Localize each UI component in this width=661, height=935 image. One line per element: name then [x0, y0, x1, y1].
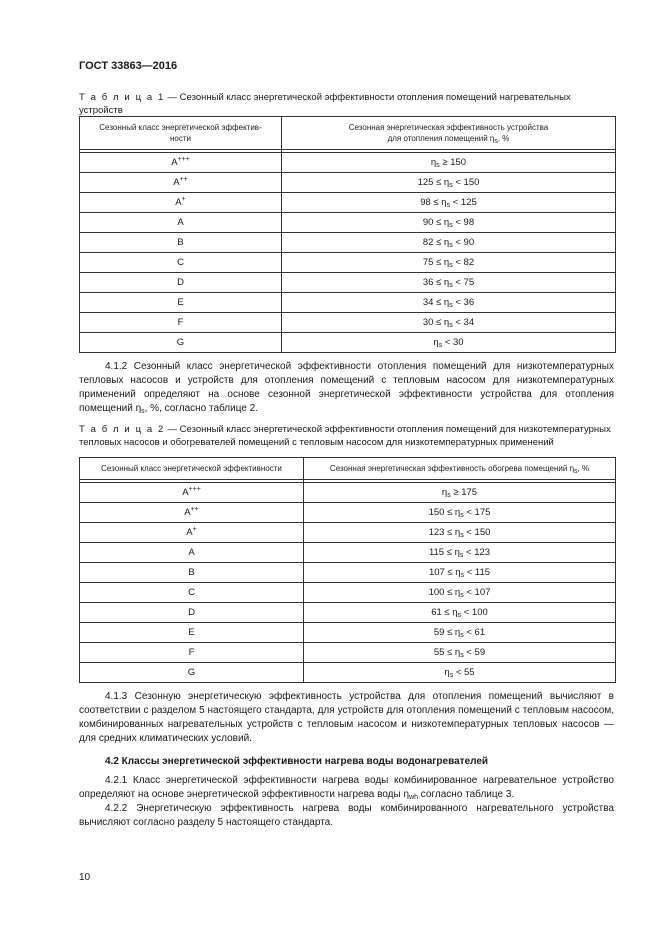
table1-row: [80, 213, 616, 233]
table2-range-cell: $59 \le \eta_s < 61$: [304, 623, 616, 643]
table1-class-cell: A: [80, 213, 282, 233]
table2-col2-header-sub: s: [574, 468, 578, 475]
table2-col2-header: [304, 458, 616, 480]
table1-row: [80, 273, 616, 293]
paragraph-4-1-3-text: 4.1.3 Сезонную энергетическую эффективность устройства для отопления помещений вычисляют в соответствии с разделом 5 настоящего стандарта, для устройств для отопления помещений с тепловым насосом, комбинированных нагревательных устройств с тепловым насосом и низкотемпературных тепловых насосов — для средних климатических условий.: [79, 691, 614, 744]
table2-label: Т а б л и ц а 2: [79, 424, 165, 435]
table2-col2-header-main: Сезонная энергетическая эффективность обогрева помещений η: [329, 464, 575, 473]
table2-row: [80, 543, 616, 563]
table2: [79, 457, 616, 683]
table1-class-cell: C: [80, 253, 282, 273]
table2-class-cell: A: [80, 543, 304, 563]
table1-range-cell: $90 \le \eta_s < 98$: [282, 213, 616, 233]
table1-class-cell: A++: [80, 173, 282, 193]
table2-class-cell: G: [80, 663, 304, 683]
section-4-2-heading: 4.2 Классы энергетической эффективности нагрева воды водонагревателей: [105, 756, 489, 767]
paragraph-4-1-2: [79, 360, 614, 416]
paragraph-4-2-1-text: 4.2.1 Класс энергетической эффективности нагрева воды комбинированное нагревательное устройство определяют на основе энергетической эффективности нагрева воды $\eta_{wh}$ согласно таблице 3.: [79, 775, 614, 801]
table1-row: [80, 233, 616, 253]
table1-row: [80, 193, 616, 213]
table2-col1-header: Сезонный класс энергетической эффективности: [80, 458, 304, 480]
table1-caption: [79, 91, 615, 117]
table1-range-cell: $\eta_s < 30$: [282, 333, 616, 353]
table1-range-cell: $\eta_s \ge 150$: [282, 153, 616, 173]
table1-range-cell: $75 \le \eta_s < 82$: [282, 253, 616, 273]
table1-range-cell: $34 \le \eta_s < 36$: [282, 293, 616, 313]
table1-col2-header-sub: s: [494, 138, 498, 145]
table2-range-cell: $\eta_s < 55$: [304, 663, 616, 683]
table1-label: Т а б л и ц а 1: [79, 92, 165, 103]
table1-col2-header-unit: , %: [497, 134, 510, 143]
table1-class-cell: F: [80, 313, 282, 333]
table2-class-cell: A+: [80, 523, 304, 543]
table2-body: [80, 483, 616, 683]
paragraph-4-1-3: [79, 690, 614, 746]
table1-class-cell: D: [80, 273, 282, 293]
table2-class-cell: B: [80, 563, 304, 583]
table1-row: [80, 333, 616, 353]
table1-range-cell: $30 \le \eta_s < 34$: [282, 313, 616, 333]
table2-range-cell: $61 \le \eta_s < 100$: [304, 603, 616, 623]
table1: [79, 116, 616, 353]
table1-col1-header: Сезонный класс энергетической эффектив-ности: [80, 117, 282, 150]
table2-range-cell: $115 \le \eta_s < 123$: [304, 543, 616, 563]
page-number: 10: [79, 872, 91, 883]
table1-class-cell: A+++: [80, 153, 282, 173]
table2-row: [80, 643, 616, 663]
table1-class-cell: E: [80, 293, 282, 313]
table1-class-cell: G: [80, 333, 282, 353]
table2-class-cell: D: [80, 603, 304, 623]
table2-class-cell: E: [80, 623, 304, 643]
table2-class-cell: A++: [80, 503, 304, 523]
table2-class-cell: F: [80, 643, 304, 663]
table1-row: [80, 173, 616, 193]
table2-caption: [79, 423, 615, 449]
table1-row: [80, 293, 616, 313]
table1-class-cell: B: [80, 233, 282, 253]
table1-row: [80, 313, 616, 333]
table2-range-cell: $123 \le \eta_s < 150$: [304, 523, 616, 543]
table2-range-cell: $55 \le \eta_s < 59$: [304, 643, 616, 663]
table1-range-cell: $82 \le \eta_s < 90$: [282, 233, 616, 253]
table2-col2-header-unit: , %: [577, 464, 590, 473]
table2-range-cell: $150 \le \eta_s < 175$: [304, 503, 616, 523]
paragraph-4-2: [79, 774, 614, 830]
table2-range-cell: $107 \le \eta_s < 115$: [304, 563, 616, 583]
table2-row: [80, 503, 616, 523]
table2-row: [80, 483, 616, 503]
table2-header-row: [80, 458, 616, 480]
table2-row: [80, 623, 616, 643]
table2-row: [80, 603, 616, 623]
table1-range-cell: $98 \le \eta_s < 125$: [282, 193, 616, 213]
table1-row: [80, 253, 616, 273]
table2-range-cell: $\eta_s \ge 175$: [304, 483, 616, 503]
table1-body: [80, 153, 616, 353]
table2-range-cell: $100 \le \eta_s < 107$: [304, 583, 616, 603]
table2-class-cell: C: [80, 583, 304, 603]
doc-header: ГОСТ 33863—2016: [79, 60, 178, 72]
table2-class-cell: A+++: [80, 483, 304, 503]
table1-range-cell: $125 \le \eta_s < 150$: [282, 173, 616, 193]
table1-col2-header: [282, 117, 616, 150]
table2-caption-text: — Сезонный класс энергетической эффективности отопления помещений для низкотемпературных тепловых насосов и обогревателей помещений с тепловым насосом для низкотемпературных применений: [79, 424, 611, 448]
table2-row: [80, 523, 616, 543]
table1-col2-header-line2: для отопления помещений η: [387, 134, 495, 143]
table1-class-cell: A+: [80, 193, 282, 213]
table2-row: [80, 663, 616, 683]
table2-row: [80, 583, 616, 603]
table1-caption-text: — Сезонный класс энергетической эффективности отопления помещений нагревательных устройств: [79, 92, 571, 116]
table1-row: [80, 153, 616, 173]
table1-col2-header-line1: Сезонная энергетическая эффективность устройства: [348, 123, 549, 132]
paragraph-4-1-2-text: 4.1.2 Сезонный класс энергетической эффективности отопления помещений для низкотемпературных тепловых насосов и устройств для отопления помещений с тепловым насосом для низкотемпературных применений определяют на основе сезонной энергетической эффективности устройства для отопления помещений $\eta_s$, %, согласно таблице 2.: [79, 361, 614, 415]
paragraph-4-2-2-text: 4.2.2 Энергетическую эффективность нагрева воды комбинированного нагревательного устройства вычисляют согласно разделу 5 настоящего стандарта.: [79, 803, 614, 828]
table2-row: [80, 563, 616, 583]
table1-header-row: [80, 117, 616, 150]
table1-range-cell: $36 \le \eta_s < 75$: [282, 273, 616, 293]
